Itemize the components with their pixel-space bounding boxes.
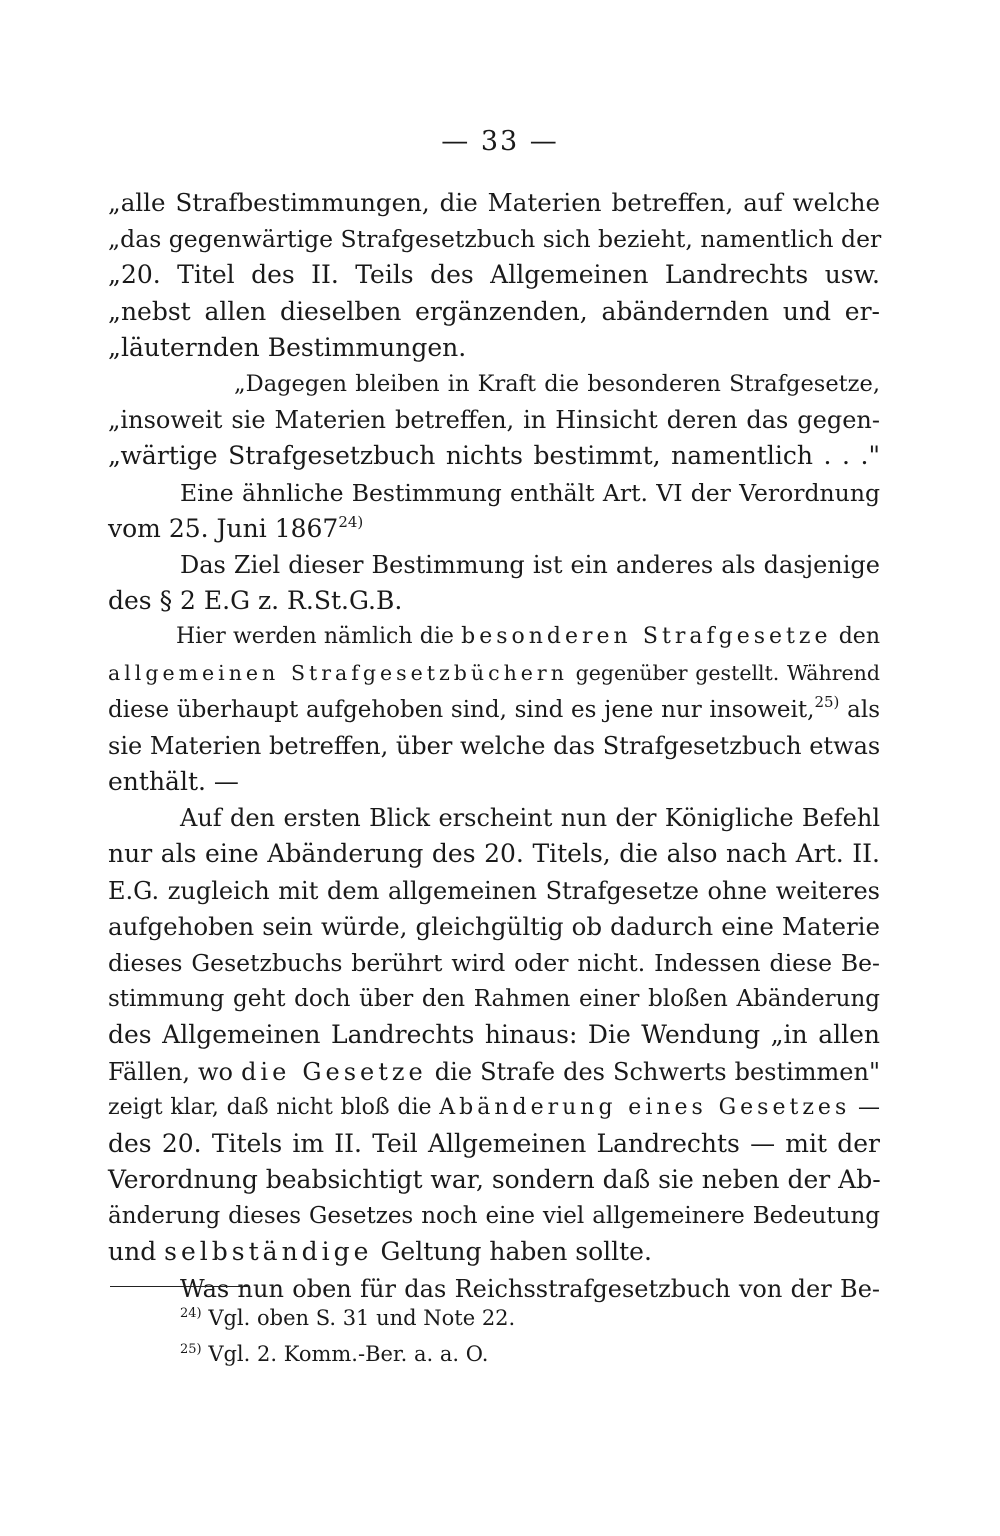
text-line xyxy=(108,655,880,691)
footnote-text: Vgl. oben S. 31 und Note 22. xyxy=(208,1306,516,1330)
spaced-text: Abänderung eines Gesetzes xyxy=(439,1094,851,1120)
text-line: E.G. zugleich mit dem allgemeinen Strafgesetze ohne weiteres xyxy=(108,876,880,905)
footnote-ref: 24) xyxy=(338,512,364,531)
page-number: — 33 — xyxy=(441,126,559,157)
text-segment: und xyxy=(108,1237,157,1267)
text-line: „das gegenwärtige Strafgesetzbuch sich bezieht, namentlich der xyxy=(108,225,882,254)
text-segment: diese überhaupt aufgehoben sind, sind es jene nur insoweit, xyxy=(108,696,815,723)
text-segment: gegenüber gestellt. Während xyxy=(575,661,880,686)
text-segment: Fällen, wo xyxy=(108,1057,234,1086)
spaced-text: allgemeinen Strafgesetzbüchern xyxy=(108,661,568,686)
text-segment: — xyxy=(857,1094,880,1120)
text-line: des 20. Titels im II. Teil Allgemeinen Landrechts — mit der xyxy=(108,1128,880,1158)
text-line xyxy=(108,692,880,728)
text-line: sie Materien betreffen, über welche das Strafgesetzbuch etwas xyxy=(108,731,881,760)
text-segment: die Strafe des Schwerts bestimmen" xyxy=(434,1057,880,1086)
footnote-ref: 25) xyxy=(814,692,840,711)
text-line: des § 2 E.G z. R.St.G.B. xyxy=(108,586,403,616)
footnote-number: 25) xyxy=(180,1342,202,1357)
text-line: Eine ähnliche Bestimmung enthält Art. VI der Verordnung xyxy=(180,478,880,507)
text-line: Verordnung beabsichtigt war, sondern daß sie neben der Ab- xyxy=(108,1165,881,1195)
text-line: „alle Strafbestimmungen, die Materien betreffen, auf welche xyxy=(108,188,880,217)
footnote-25 xyxy=(180,1336,880,1372)
footnote-number: 24) xyxy=(180,1306,202,1321)
text-line: „läuternden Bestimmungen. xyxy=(108,332,467,362)
text-line: „20. Titel des II. Teils des Allgemeinen Landrechts usw. xyxy=(108,260,880,290)
text-segment: Hier werden nämlich die xyxy=(176,624,454,650)
text-line xyxy=(108,1090,880,1126)
footnote-divider xyxy=(110,1286,250,1287)
text-line xyxy=(108,1054,880,1090)
text-line xyxy=(108,1234,880,1270)
text-line xyxy=(108,619,880,655)
text-line: „nebst allen dieselben ergänzenden, abändernden und er- xyxy=(108,296,880,326)
text-segment: Geltung haben sollte. xyxy=(380,1237,652,1267)
text-line: „Dagegen bleiben in Kraft die besonderen Strafgesetze, xyxy=(234,370,880,397)
spaced-text: selbständige xyxy=(164,1237,373,1267)
text-line: „wärtige Strafgesetzbuch nichts bestimmt, namentlich . . ." xyxy=(108,441,880,471)
text-line: Was nun oben für das Reichsstrafgesetzbuch von der Be- xyxy=(180,1274,880,1303)
text-line: Das Ziel dieser Bestimmung ist ein anderes als dasjenige xyxy=(180,550,880,579)
footnote-24 xyxy=(180,1300,880,1336)
spaced-text: besonderen Strafgesetze xyxy=(461,624,832,650)
text-line: stimmung geht doch über den Rahmen einer bloßen Abänderung xyxy=(108,986,880,1013)
footnote-text: Vgl. 2. Komm.-Ber. a. a. O. xyxy=(208,1342,489,1366)
body-text xyxy=(108,185,880,1307)
text-line: enthält. — xyxy=(108,767,239,796)
text-line: aufgehoben sein würde, gleichgültig ob dadurch eine Materie xyxy=(108,911,880,941)
text-segment: den xyxy=(838,624,880,650)
text-line: nur als eine Abänderung des 20. Titels, die also nach Art. II. xyxy=(108,839,880,869)
text-line xyxy=(108,511,880,547)
text-line: „insoweit sie Materien betreffen, in Hinsicht deren das gegen- xyxy=(108,406,880,435)
text-line: änderung dieses Gesetzes noch eine viel allgemeinere Bedeutung xyxy=(108,1203,880,1230)
text-line: dieses Gesetzbuchs berührt wird oder nicht. Indessen diese Be- xyxy=(108,948,880,977)
spaced-text: die Gesetze xyxy=(241,1057,427,1086)
text-segment: zeigt klar, daß nicht bloß die xyxy=(108,1094,432,1120)
text-line: des Allgemeinen Landrechts hinaus: Die Wendung „in allen xyxy=(108,1020,880,1050)
text-segment: als xyxy=(847,696,881,723)
text-segment: vom 25. Juni 1867 xyxy=(108,513,339,543)
footnotes xyxy=(180,1300,880,1372)
text-line: Auf den ersten Blick erscheint nun der Königliche Befehl xyxy=(180,804,880,833)
